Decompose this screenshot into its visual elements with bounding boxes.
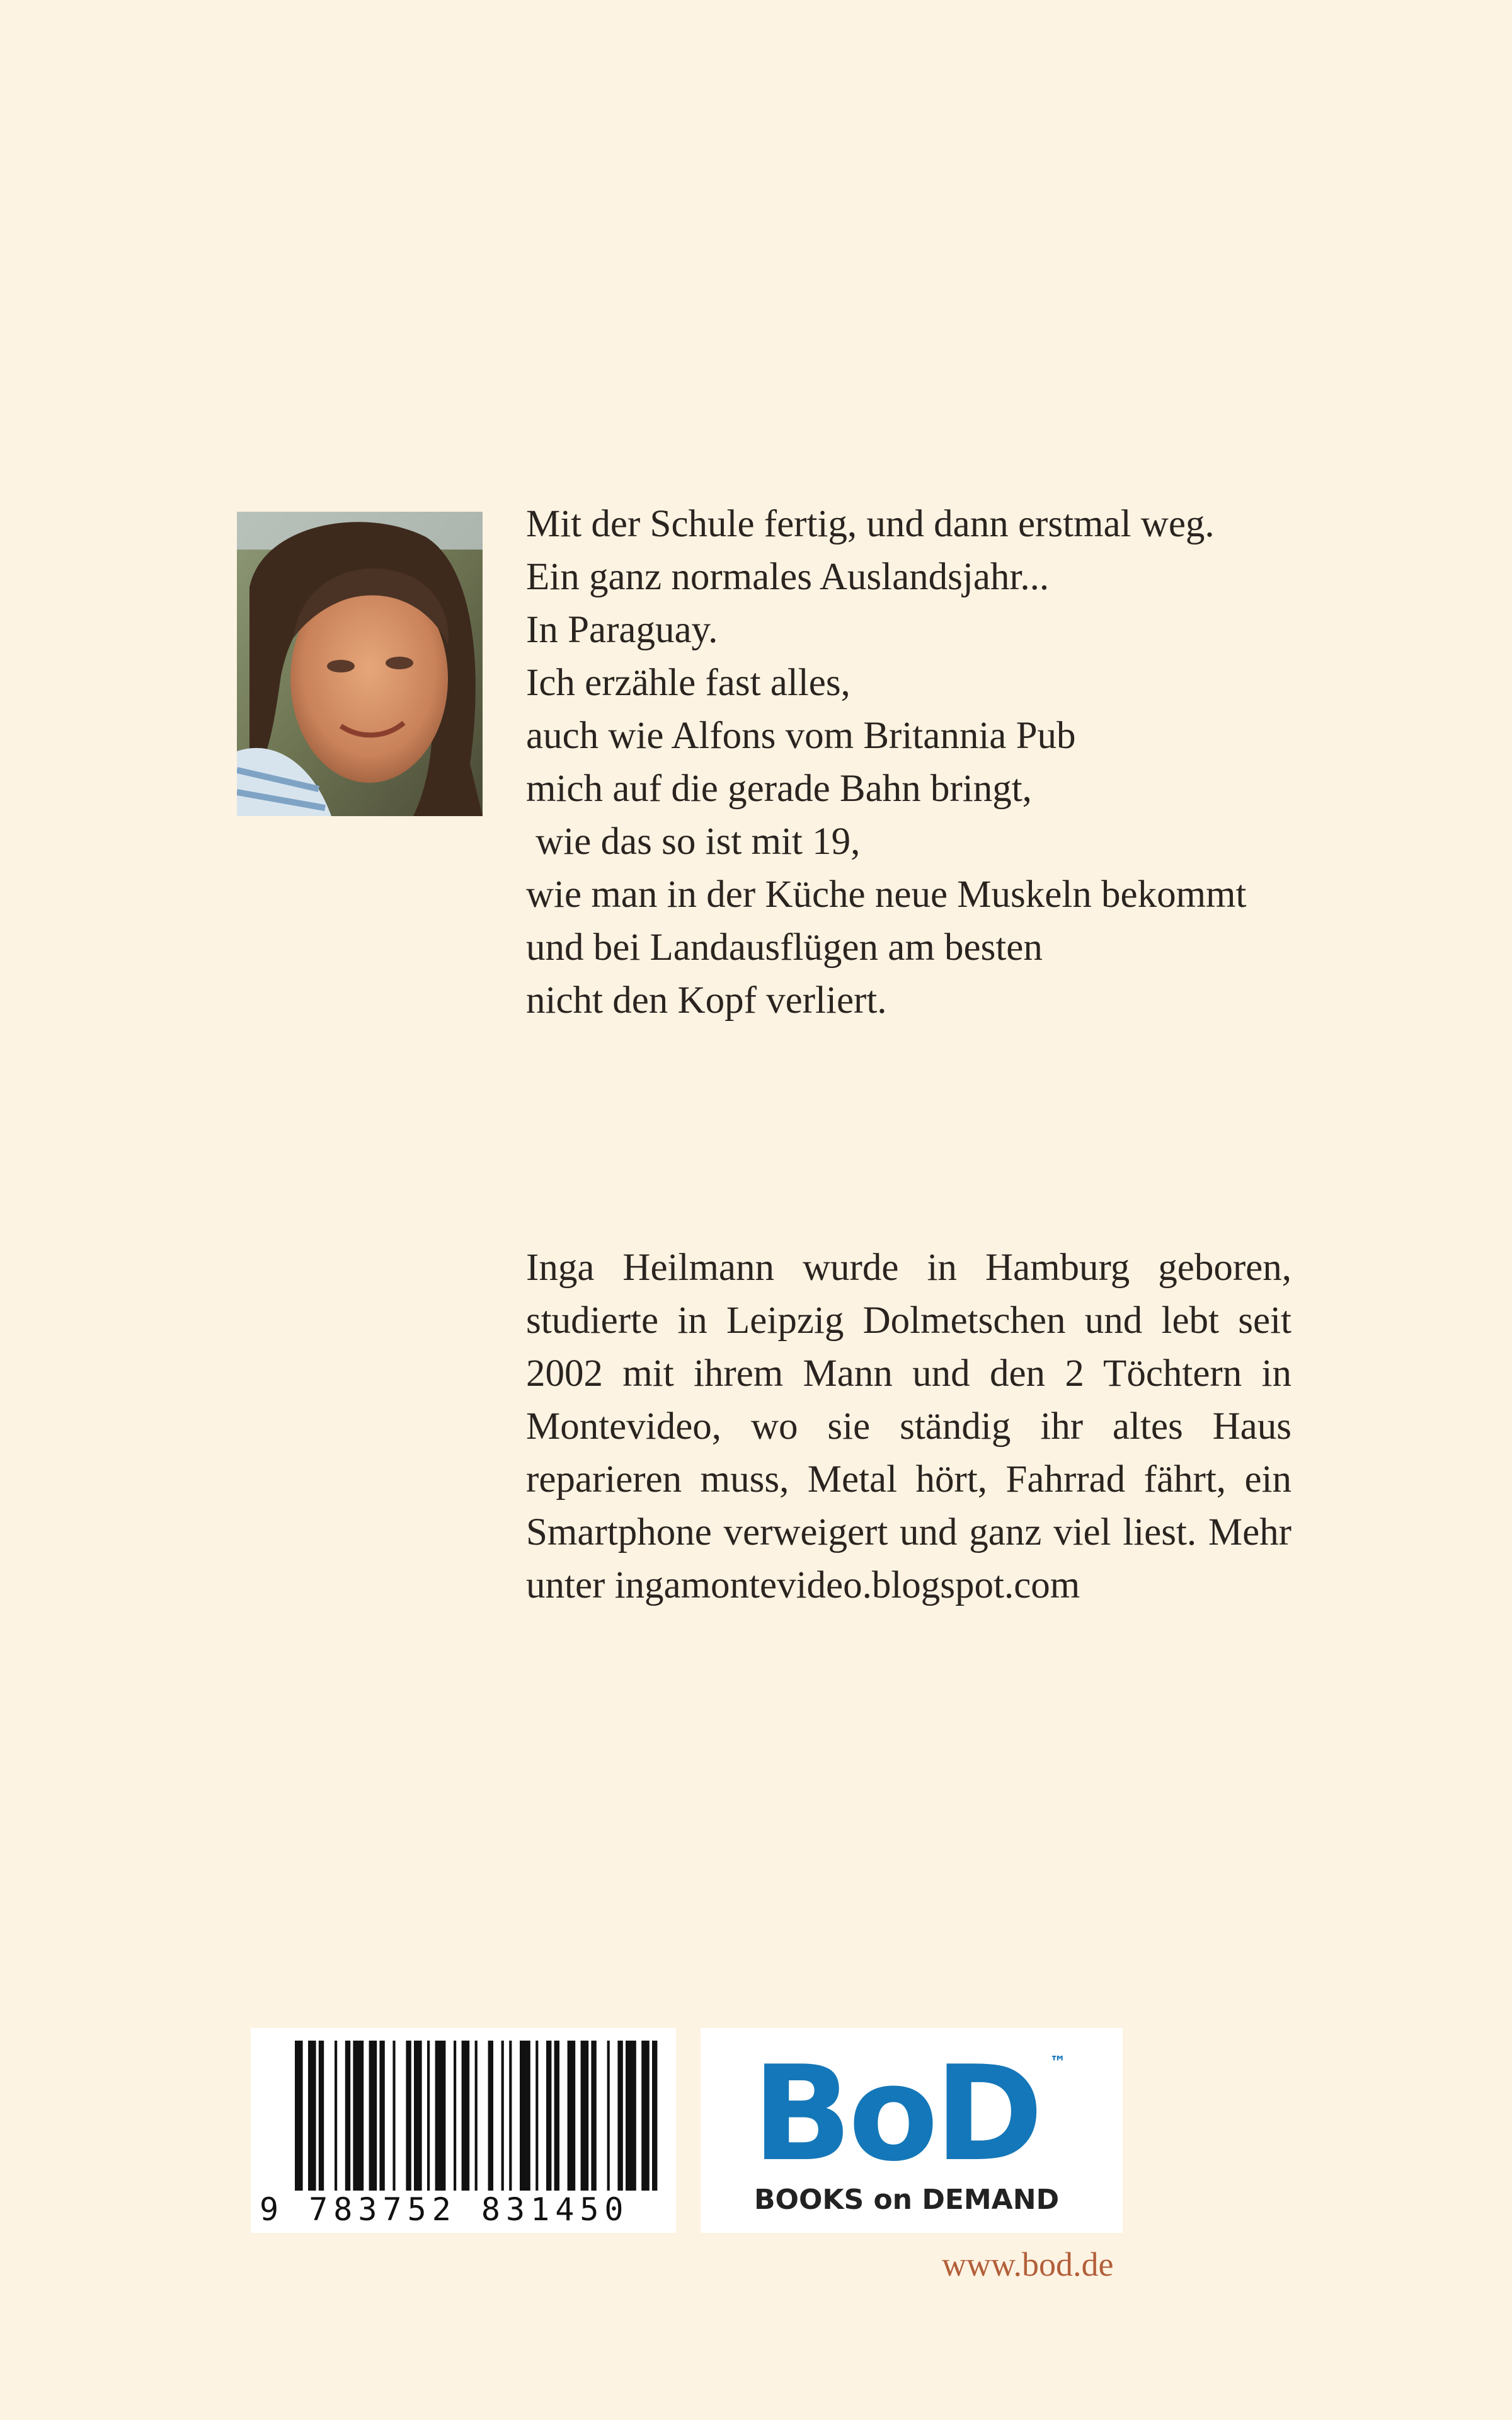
barcode-bar (369, 2041, 377, 2191)
barcode-bar (406, 2041, 411, 2191)
barcode-bar (581, 2041, 589, 2191)
barcode-bar (392, 2041, 395, 2191)
blurb-line: wie man in der Küche neue Muskeln bekommt (526, 873, 1247, 916)
blurb-line: mich auf die gerade Bahn bringt, (526, 768, 1032, 810)
author-photo (237, 512, 483, 816)
barcode-bar (295, 2041, 303, 2191)
barcode-bar (536, 2041, 538, 2191)
barcode-bar (435, 2041, 446, 2191)
barcode-bar (353, 2041, 364, 2191)
barcode-bar (617, 2041, 622, 2191)
isbn-digits: 9 783752 831450 (260, 2191, 629, 2228)
barcode-bar (626, 2041, 636, 2191)
blurb-line: nicht den Kopf verliert. (526, 979, 887, 1022)
blurb-line: auch wie Alfons vom Britannia Pub (526, 715, 1076, 757)
barcode-bar (345, 2041, 350, 2191)
barcode-bar (475, 2041, 478, 2191)
blurb-text (526, 498, 1314, 1027)
barcode-bars (251, 2028, 676, 2192)
blurb-line: Ein ganz normales Auslandsjahr... (526, 556, 1050, 598)
isbn-barcode (251, 2028, 676, 2233)
blurb-line: Mit der Schule fertig, und dann erstmal weg. (526, 503, 1215, 545)
blurb-line: Ich erzähle fast alles, (526, 662, 850, 704)
barcode-bar (427, 2041, 430, 2191)
barcode-bar (591, 2041, 596, 2191)
publisher-url[interactable]: www.bod.de (942, 2245, 1114, 2283)
bod-logo-text: BoD (752, 2038, 1040, 2191)
barcode-bar (462, 2041, 470, 2191)
publisher-logo (701, 2028, 1123, 2233)
trademark-symbol: ™ (1050, 2053, 1066, 2072)
barcode-bar (641, 2041, 650, 2191)
barcode-bar (520, 2041, 530, 2191)
barcode-bar (546, 2041, 551, 2191)
barcode-bar (607, 2041, 610, 2191)
barcode-bar (319, 2041, 324, 2191)
blurb-line: wie das so ist mit 19, (526, 821, 861, 863)
blurb-line: In Paraguay. (526, 609, 718, 651)
barcode-bar (308, 2041, 316, 2191)
barcode-bar (379, 2041, 384, 2191)
barcode-bar (501, 2041, 504, 2191)
barcode-bar (509, 2041, 512, 2191)
barcode-bar (454, 2041, 456, 2191)
barcode-bar (414, 2041, 422, 2191)
barcode-bar (568, 2041, 576, 2191)
barcode-bar (335, 2041, 337, 2191)
author-bio: Inga Heilmann wurde in Hamburg geboren, studierte in Leipzig Dolmetschen und lebt seit 2002 mit ihrem Mann und den 2 Töchtern in Montevideo, wo sie ständig ihr altes Haus reparieren muss, Metal hört, Fahrrad fährt, ein Smartphone verweigert und ganz viel liest. Mehr unter ingamontevideo.blogspot.com (526, 1247, 1292, 1606)
barcode-bar (554, 2041, 559, 2191)
barcode-bar (488, 2041, 493, 2191)
blurb-line: und bei Landausflügen am besten (526, 926, 1043, 969)
barcode-bar (652, 2041, 657, 2191)
publisher-tagline: BOOKS on DEMAND (754, 2184, 1060, 2216)
